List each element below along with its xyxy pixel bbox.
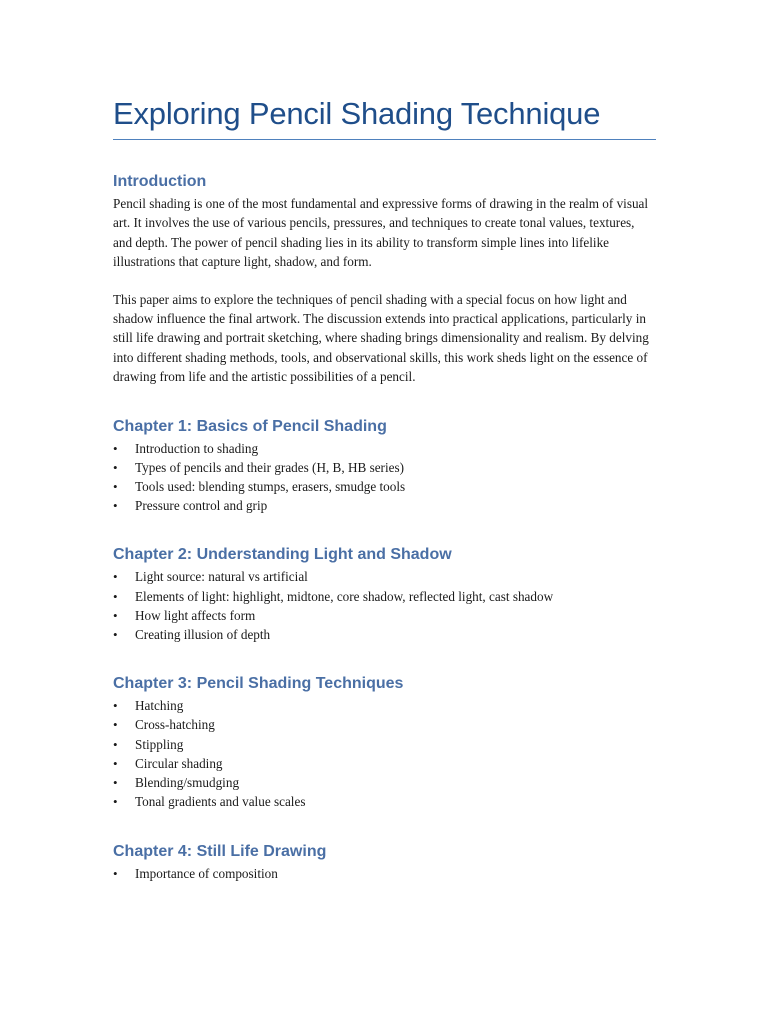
list-item-text: Types of pencils and their grades (H, B, HB series) [135,459,404,475]
list-item [113,696,656,715]
list-item-text: Stippling [135,736,184,752]
chapter-1-bullet-list [113,439,656,516]
bullet-icon: • [113,607,118,623]
list-item-text: Pressure control and grip [135,498,268,514]
chapter-2-heading: Chapter 2: Understanding Light and Shadow [113,546,452,564]
bullet-icon: • [113,794,118,810]
list-item [113,864,656,883]
chapter-2-section [113,545,656,644]
list-item-text: Tools used: blending stumps, erasers, smudge tools [135,479,406,495]
list-item-text: Importance of composition [135,865,278,881]
list-item [113,715,656,734]
bullet-icon: • [113,588,118,604]
bullet-icon: • [113,717,118,733]
chapter-3-bullet-list [113,696,656,811]
list-item-text: Tonal gradients and value scales [135,794,306,810]
bullet-icon: • [113,440,118,456]
list-item [113,439,656,458]
chapter-3-heading: Chapter 3: Pencil Shading Techniques [113,675,404,693]
chapter-3-section [113,674,656,811]
bullet-icon: • [113,775,118,791]
chapter-4-bullet-list [113,864,656,883]
list-item [113,773,656,792]
list-item [113,458,656,477]
list-item [113,792,656,811]
list-item-text: Blending/smudging [135,775,240,791]
list-item [113,587,656,606]
list-item-text: Circular shading [135,755,223,771]
title-underline-rule [113,139,656,140]
list-item [113,567,656,586]
bullet-icon: • [113,755,118,771]
bullet-icon: • [113,865,118,881]
introduction-heading: Introduction [113,173,207,190]
list-item [113,625,656,644]
list-item-text: How light affects form [135,607,256,623]
bullet-icon: • [113,569,118,585]
document-title: Exploring Pencil Shading Technique [113,96,601,131]
bullet-icon: • [113,459,118,475]
list-item [113,754,656,773]
list-item-text: Elements of light: highlight, midtone, core shadow, reflected light, cast shadow [135,588,554,604]
chapter-4-section [113,842,656,883]
chapter-1-section [113,417,656,516]
introduction-paragraph-1: Pencil shading is one of the most fundamental and expressive forms of drawing in the realm of visual art. It involves the use of various pencils, pressures, and techniques to create tonal values, textures, and depth. The power of pencil shading lies in its ability to transform simple lines into lifelike illustrations that capture light, shadow, and form. [113,196,649,270]
list-item [113,496,656,515]
chapter-4-heading: Chapter 4: Still Life Drawing [113,842,327,860]
list-item-text: Cross-hatching [135,717,215,733]
document-page [113,95,656,883]
bullet-icon: • [113,479,118,495]
bullet-icon: • [113,498,118,514]
bullet-icon: • [113,698,118,714]
list-item [113,735,656,754]
chapter-2-bullet-list [113,567,656,644]
list-item [113,477,656,496]
list-item-text: Hatching [135,698,184,714]
bullet-icon: • [113,736,118,752]
list-item-text: Light source: natural vs artificial [135,569,308,585]
list-item [113,606,656,625]
chapter-1-heading: Chapter 1: Basics of Pencil Shading [113,417,387,435]
list-item-text: Creating illusion of depth [135,627,271,643]
list-item-text: Introduction to shading [135,440,259,456]
introduction-paragraph-2: This paper aims to explore the techniques of pencil shading with a special focus on how light and shadow influence the final artwork. The discussion extends into practical applications, particularly in still life drawing and portrait sketching, where shading brings dimensionality and realism. By delving into different shading methods, tools, and observational skills, this work sheds light on the essence of drawing from life and the artistic possibilities of a pencil. [113,291,649,385]
bullet-icon: • [113,627,118,643]
